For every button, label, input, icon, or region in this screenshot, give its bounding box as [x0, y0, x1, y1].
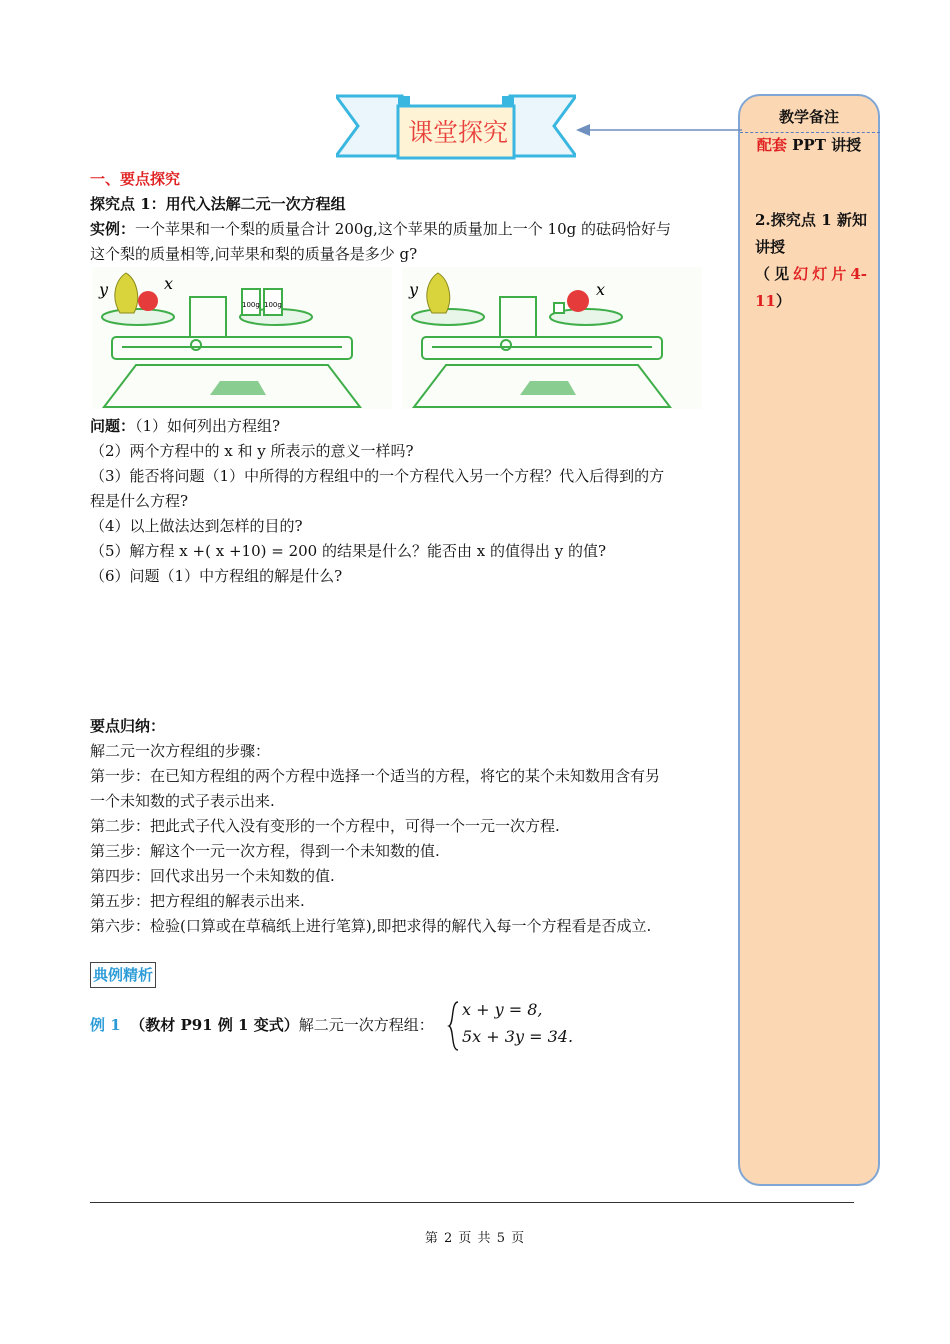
weight-label-1: 100g	[242, 301, 260, 309]
ppt-text: PPT 讲授	[786, 136, 862, 154]
question-5: （5）解方程 x +( x +10) = 200 的结果是什么？能否由 x 的值得出 y 的值?	[90, 542, 607, 560]
balance-scale-image-1	[92, 267, 392, 409]
example-source: （教材 P91 例 1 变式）	[130, 1016, 299, 1034]
questions-label: 问题：	[90, 417, 136, 435]
question-2: （2）两个方程中的 x 和 y 所表示的意义一样吗?	[90, 442, 414, 460]
example-line: 一个苹果和一个梨的质量合计 200g,这个苹果的质量加上一个 10g 的砝码恰好与	[135, 220, 672, 238]
question-6: （6）问题（1）中方程组的解是什么?	[90, 567, 343, 585]
scale1-x-label: x	[164, 274, 174, 293]
brace-icon	[446, 1000, 460, 1052]
step-2: 第二步：把此式子代入没有变形的一个方程中，可得一个一元一次方程.	[90, 817, 560, 835]
step-3: 第三步：解这个一元一次方程，得到一个未知数的值.	[90, 842, 440, 860]
sidebar-title: 教学备注	[778, 108, 839, 126]
equation-2: 5x + 3y = 34.	[462, 1027, 574, 1046]
summary-intro: 解二元一次方程组的步骤：	[90, 742, 271, 760]
equation-1: x + y = 8,	[462, 1000, 543, 1019]
weight-label-2: 100g	[264, 301, 282, 309]
question-1	[90, 414, 280, 439]
example-text	[90, 217, 671, 242]
example-number: 例 1	[90, 1016, 121, 1034]
footer-divider	[90, 1202, 854, 1203]
note-line: 2.探究点 1 新知讲授	[755, 211, 867, 256]
step-1-cont: 一个未知数的式子表示出来.	[90, 792, 275, 810]
example-text-cont: 这个梨的质量相等,问苹果和梨的质量各是多少 g?	[90, 245, 418, 263]
summary-label: 要点归纳：	[90, 717, 166, 735]
question-3: （3）能否将问题（1）中所得的方程组中的一个方程代入另一个方程？代入后得到的方	[90, 467, 665, 485]
example-prompt: 解二元一次方程组：	[298, 1016, 434, 1034]
step-5: 第五步：把方程组的解表示出来.	[90, 892, 305, 910]
ppt-red-text: 配套	[756, 136, 787, 154]
explore-title: 探究点 1：用代入法解二元一次方程组	[90, 195, 346, 213]
sidebar-explore-note	[755, 207, 867, 315]
section-heading: 一、要点探究	[90, 170, 181, 188]
example-1-prompt	[90, 1013, 434, 1038]
example-section-label: 典例精析	[90, 962, 156, 988]
sidebar-divider	[740, 132, 880, 133]
scale2-y-label: y	[409, 280, 419, 299]
sidebar-ppt-note	[738, 134, 880, 156]
equation-system	[446, 1000, 576, 1052]
step-1: 第一步：在已知方程组的两个方程中选择一个适当的方程，将它的某个未知数用含有另	[90, 767, 661, 785]
example-label: 实例：	[90, 220, 136, 238]
step-4: 第四步：回代求出另一个未知数的值.	[90, 867, 335, 885]
pointer-arrow-icon	[574, 123, 742, 137]
note-open: （见	[755, 265, 794, 283]
balance-scale-image-2	[402, 267, 702, 409]
note-close: ）	[775, 292, 791, 310]
question-1-text: （1）如何列出方程组?	[135, 417, 281, 435]
note-slides: 幻灯片4-11	[755, 265, 867, 310]
step-6: 第六步：检验(口算或在草稿纸上进行笔算),即把求得的解代入每一个方程看是否成立.	[90, 917, 652, 935]
banner-title: 课堂探究	[407, 118, 508, 147]
scale1-y-label: y	[99, 280, 109, 299]
scale2-x-label: x	[596, 280, 606, 299]
page-number: 第 2 页 共 5 页	[424, 1231, 526, 1246]
question-3-cont: 程是什么方程?	[90, 492, 189, 510]
question-4: （4）以上做法达到怎样的目的?	[90, 517, 303, 535]
